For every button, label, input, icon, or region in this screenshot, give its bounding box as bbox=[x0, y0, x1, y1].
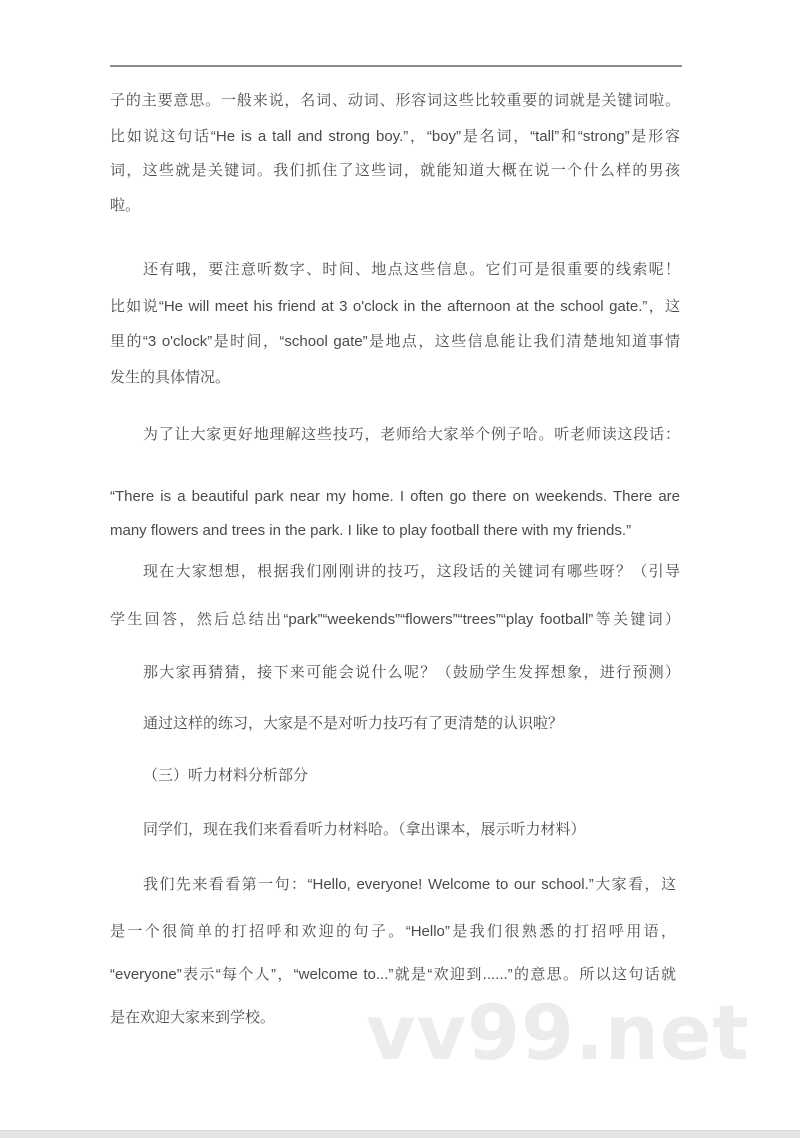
text-line: 比如说这句话“He is a tall and strong boy.”，“boy”是名词，“tall”和“strong”是形容 bbox=[110, 128, 680, 145]
text-line: 比如说“He will meet his friend at 3 o'clock in the afternoon at the school gate.”，这 bbox=[110, 298, 680, 315]
text-line: many flowers and trees in the park. I like to play football there with my friends.” bbox=[110, 522, 632, 539]
text-line: 通过这样的练习，大家是不是对听力技巧有了更清楚的认识啦？ bbox=[143, 715, 564, 732]
text-line: 学生回答，然后总结出“park”“weekends”“flowers”“trees”“play football”等关键词） bbox=[110, 611, 680, 628]
watermark: vv99.net bbox=[366, 988, 750, 1077]
text-line: 词，这些就是关键词。我们抓住了这些词，就能知道大概在说一个什么样的男孩 bbox=[110, 162, 680, 179]
text-line: 现在大家想想，根据我们刚刚讲的技巧，这段话的关键词有哪些呀？（引导 bbox=[143, 563, 680, 580]
text-line: 我们先来看看第一句：“Hello, everyone! Welcome to our school.”大家看，这 bbox=[143, 876, 676, 893]
text-line: 为了让大家更好地理解这些技巧，老师给大家举个例子哈。听老师读这段话： bbox=[143, 426, 680, 443]
text-line: 啦。 bbox=[110, 197, 141, 214]
text-line: “There is a beautiful park near my home. I often go there on weekends. There are bbox=[110, 488, 680, 505]
text-line: 里的“3 o'clock”是时间，“school gate”是地点，这些信息能让我们清楚地知道事情 bbox=[110, 333, 680, 350]
header-rule bbox=[110, 65, 682, 67]
text-line: 是一个很简单的打招呼和欢迎的句子。“Hello”是我们很熟悉的打招呼用语， bbox=[110, 923, 676, 940]
section-heading: （三）听力材料分析部分 bbox=[143, 767, 309, 784]
text-line: 发生的具体情况。 bbox=[110, 369, 231, 386]
text-line: 子的主要意思。一般来说，名词、动词、形容词这些比较重要的词就是关键词啦。 bbox=[110, 92, 680, 109]
text-line: “everyone”表示“每个人”，“welcome to...”就是“欢迎到......”的意思。所以这句话就 bbox=[110, 966, 676, 983]
text-line: 还有哦，要注意听数字、时间、地点这些信息。它们可是很重要的线索呢！ bbox=[143, 261, 680, 278]
text-line: 是在欢迎大家来到学校。 bbox=[110, 1009, 276, 1026]
text-line: 同学们，现在我们来看看听力材料哈。（拿出课本，展示听力材料） bbox=[143, 821, 586, 838]
text-line: 那大家再猜猜，接下来可能会说什么呢？（鼓励学生发挥想象，进行预测） bbox=[143, 664, 680, 681]
